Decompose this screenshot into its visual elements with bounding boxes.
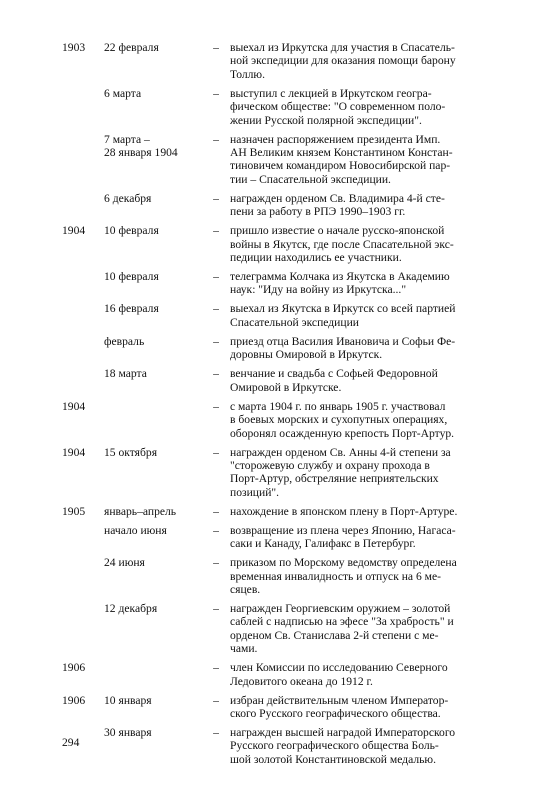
row-date: 6 декабря [104,191,152,205]
description-line: выехал из Якутска в Иркутск со всей партией [230,302,456,316]
row-dash: – [213,367,219,381]
chronology-row [62,524,502,551]
description-line: Порт-Артур, обстреляние неприятельских [230,472,439,486]
row-year: 1905 [62,504,86,518]
description-line: возвращение из плена через Японию, Нагаса- [230,523,456,537]
description-line: тии – Спасательной экспедиции. [230,172,391,186]
row-date [102,661,202,688]
description-line: оборонял осажденную крепость Порт-Артур. [230,426,455,440]
row-dash: – [213,224,219,238]
description-line: Русского географического общества Боль- [230,739,439,753]
description-line: наук: "Иду на войну из Иркутска..." [230,283,407,297]
row-dash: – [213,334,219,348]
row-year [62,524,102,551]
row-description [230,224,502,264]
description-line: ского Русского географического общества. [230,706,441,720]
row-dash: – [213,504,219,518]
row-year [62,270,102,297]
row-date: 10 февраля [104,270,159,284]
row-description [230,602,502,656]
row-dash: – [213,725,219,739]
row-date: 12 декабря [104,601,158,615]
description-line: жении Русской полярной экспедиции". [230,113,422,127]
description-line: приезд отца Василия Ивановича и Софьи Фе- [230,334,456,348]
row-dash: – [213,132,219,146]
row-year: 1904 [62,399,86,413]
description-line: саки и Канаду, Галифакс в Петербург. [230,537,416,551]
row-date: 10 февраля [104,224,159,238]
description-line: пени за работу в РПЭ 1990–1903 гг. [230,205,406,219]
chronology-row [62,505,502,518]
row-year [62,602,102,656]
description-line: шой золотой Константиновской медалью. [230,752,436,766]
description-line: Спасательной экспедиции [230,315,359,329]
description-line: телеграмма Колчака из Якутска в Академию [230,270,450,284]
description-line: член Комиссии по исследованию Северного [230,661,448,675]
row-dash: – [213,445,219,459]
chronology-row [62,302,502,329]
row-description [230,41,502,81]
chronology-row [62,556,502,596]
row-description [230,694,502,721]
row-description [230,726,502,766]
row-year [62,87,102,127]
row-description [230,87,502,127]
row-date: 16 февраля [104,302,159,316]
description-line: чами. [230,642,258,656]
row-year [62,335,102,362]
row-year: 1906 [62,693,86,707]
description-line: награжден орденом Св. Анны 4-й степени за [230,445,451,459]
row-dash: – [213,86,219,100]
chronology-row [62,335,502,362]
chronology-row [62,602,502,656]
chronology-row [62,694,502,721]
row-year: 1903 [62,41,86,54]
row-year [62,133,102,187]
row-date: 30 января [104,725,152,739]
description-line: венчание и свадьба с Софьей Федоровной [230,367,438,381]
row-description [230,446,502,500]
description-line: выступил с лекцией в Иркутском геогра- [230,86,432,100]
description-line: саблей с надписью на эфесе "За храбрость" и [230,615,454,629]
row-date [102,400,202,440]
row-date: 18 марта [104,367,147,381]
chronology-row [62,661,502,688]
chronology-row [62,400,502,440]
description-line: награжден орденом Св. Владимира 4-й сте- [230,191,445,205]
chronology-row [62,41,502,81]
description-line: сяцев. [230,582,261,596]
row-description [230,367,502,394]
row-dash: – [213,191,219,205]
row-description [230,335,502,362]
row-dash: – [213,302,219,316]
row-dash: – [213,270,219,284]
description-line: позиций". [230,485,280,499]
chronology-list [62,41,502,772]
description-line: орденом Св. Станислава 2-й степени с ме- [230,628,439,642]
chronology-row [62,726,502,766]
chronology-row [62,192,502,219]
row-date: 15 октября [104,445,158,459]
description-line: АН Великим князем Константином Констан- [230,146,453,160]
row-dash: – [213,556,219,570]
row-date: 6 марта [104,86,142,100]
description-line: доровны Омировой в Иркутск. [230,348,383,362]
description-line: Ледовитого океана до 1912 г. [230,674,373,688]
description-line: приказом по Морскому ведомству определена [230,556,457,570]
description-line: тиновичем командиром Новосибирской пар- [230,159,451,173]
row-year: 1904 [62,445,86,459]
description-line: избран действительным членом Император- [230,693,449,707]
description-line: фическом обществе: "О современном поло- [230,100,446,114]
row-description [230,556,502,596]
row-date: начало июня [104,523,167,537]
row-year [62,302,102,329]
description-line: Омировой в Иркутске. [230,380,342,394]
row-dash: – [213,399,219,413]
description-line: "сторожевую службу и охрану прохода в [230,458,430,472]
row-dash: – [213,601,219,615]
row-date: январь–апрель [104,504,177,518]
row-year [62,192,102,219]
description-line: педиции находились ее участники. [230,251,402,265]
description-line: войны в Якутск, где после Спасательной экс- [230,237,454,251]
row-description [230,661,502,688]
description-line: выехал из Иркутска для участия в Спасатель- [230,41,455,54]
description-line: нахождение в японском плену в Порт-Артуре. [230,504,458,518]
chronology-row [62,446,502,500]
page-number: 294 [62,736,80,749]
row-dash: – [213,693,219,707]
description-line: с марта 1904 г. по январь 1905 г. участвовал [230,399,446,413]
row-dash: – [213,41,219,54]
row-date: февраль [104,334,145,348]
row-year: 1904 [62,224,86,238]
description-line: временная инвалидность и отпуск на 6 ме- [230,569,442,583]
row-description [230,505,502,518]
description-line: награжден высшей наградой Императорского [230,725,456,739]
row-date: 10 января [104,693,152,707]
row-date: 24 июня [104,556,145,570]
row-description [230,400,502,440]
description-line: Толлю. [230,67,265,81]
row-date: 7 марта – 28 января 1904 [104,132,178,160]
row-date: 22 февраля [104,41,159,54]
chronology-row [62,224,502,264]
row-description [230,302,502,329]
row-year [62,556,102,596]
description-line: пришло известие о начале русско-японской [230,224,445,238]
description-line: награжден Георгиевским оружием – золотой [230,601,451,615]
chronology-row [62,367,502,394]
row-year [62,367,102,394]
row-description [230,133,502,187]
description-line: назначен распоряжением президента Имп. [230,132,441,146]
row-dash: – [213,523,219,537]
chronology-row [62,87,502,127]
row-dash: – [213,661,219,675]
chronology-row [62,270,502,297]
description-line: в боевых морских и сухопутных операциях, [230,413,448,427]
row-description [230,270,502,297]
chronology-row [62,133,502,187]
row-description [230,524,502,551]
row-year: 1906 [62,661,86,675]
description-line: ной экспедиции для оказания помощи барону [230,54,456,68]
row-description [230,192,502,219]
